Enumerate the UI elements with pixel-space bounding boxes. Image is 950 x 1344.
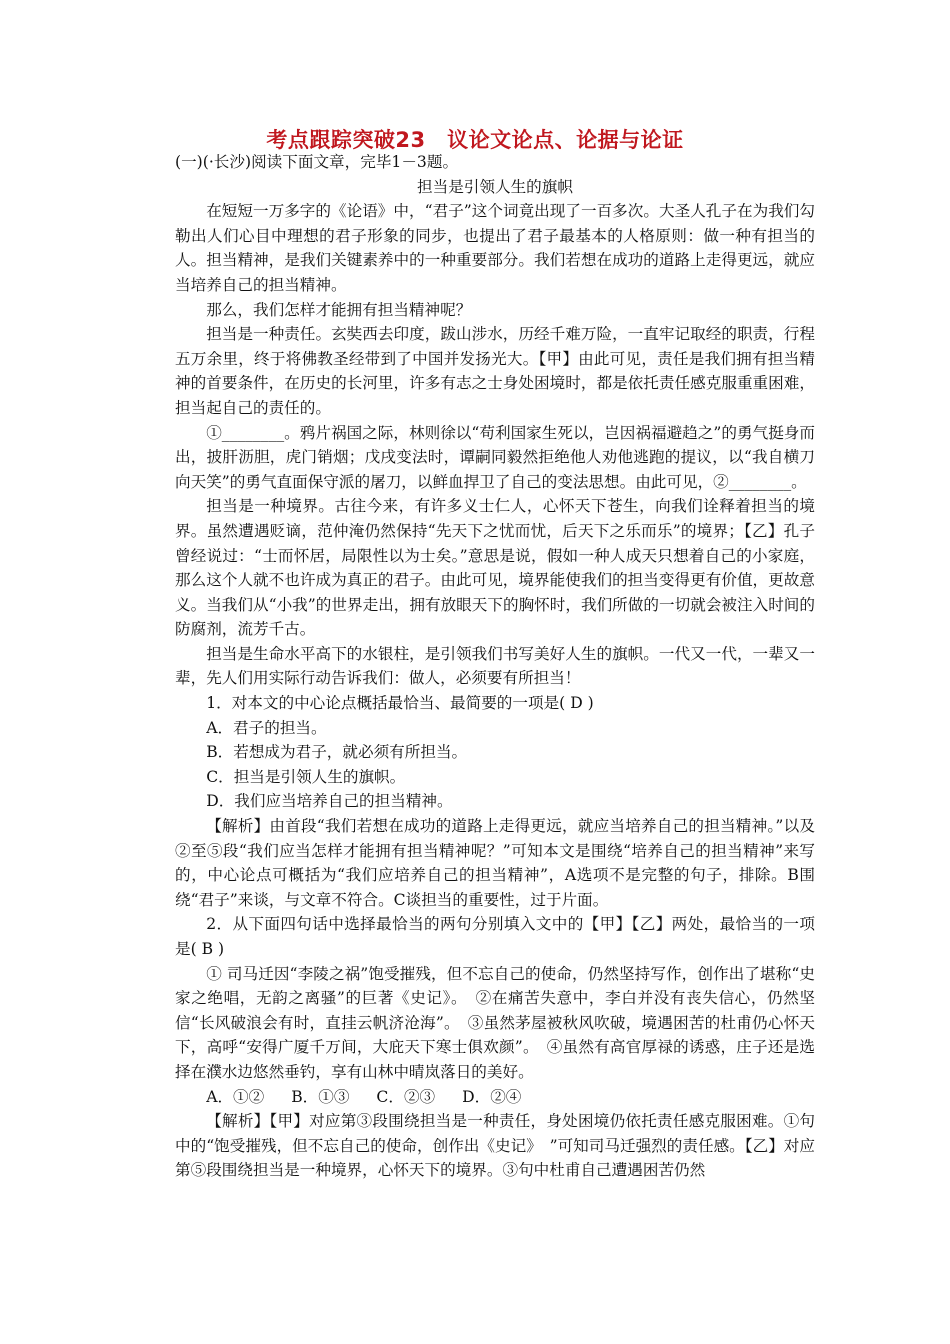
question-2-sentences: ① 司马迁因“李陵之祸”饱受摧残，但不忘自己的使命，仍然坚持写作，创作出了堪称“史家之绝唱，无韵之离骚”的巨著《史记》。 ②在痛苦失意中，李白并没有丧失信心，仍然坚信“长风破浪会有时，直挂云帆济沧海”。 ③虽然茅屋被秋风吹破，境遇困苦的杜甫仍心怀天下，高呼“安得广厦千万间，大庇天下寒士俱欢颜”。 ④虽然有高官厚禄的诱惑，庄子还是选择在濮水边悠然垂钓，享有山林中晴岚落日的美好。 [175, 964, 815, 1081]
question-1-option-d: D．我们应当培养自己的担当精神。 [206, 792, 453, 811]
paragraph: 担当是一种境界。古往今来，有许多义士仁人，心怀天下苍生，向我们诠释着担当的境界。虽然遭遇贬谪，范仲淹仍然保持“先天下之忧而忧，后天下之乐而乐”的境界；【乙】孔子曾经说过：“士而怀居，局限性以为士矣。”意思是说，假如一种人成天只想着自己的小家庭，那么这个人就不也许成为真正的君子。由此可见，境界能使我们的担当变得更有价值，更故意义。当我们从“小我”的世界走出，拥有放眼天下的胸怀时，我们所做的一切就会被注入时间的防腐剂，流芳千古。 [175, 497, 815, 639]
question-1-analysis: 【解析】由首段“我们若想在成功的道路上走得更远，就应当培养自己的担当精神。”以及②至⑤段“我们应当怎样才能拥有担当精神呢？”可知本文是围绕“培养自己的担当精神”来写的，中心论点可概括为“我们应培养自己的担当精神”，A选项不是完整的句子，排除。B围绕“君子”来谈，与文章不符合。C谈担当的重要性，过于片面。 [175, 817, 815, 909]
question-2-option-b: B．①③ [291, 1087, 350, 1106]
question-2-options [175, 1085, 815, 1110]
question-2-option-a: A．①② [206, 1087, 265, 1106]
article-title: 担当是引领人生的旗帜 [417, 177, 573, 196]
paragraph: 担当是一种责任。玄奘西去印度，跋山涉水，历经千难万险，一直牢记取经的职责，行程五万余里，终于将佛教圣经带到了中国并发扬光大。【甲】由此可见，责任是我们拥有担当精神的首要条件，在历史的长河里，许多有志之士身处困境时，都是依托责任感克服重重困难，担当起自己的责任的。 [175, 325, 815, 417]
paragraph: 那么，我们怎样才能拥有担当精神呢？ [206, 300, 472, 319]
question-2-option-d: D．②④ [462, 1087, 522, 1106]
question-1-stem: 1．对本文的中心论点概括最恰当、最简要的一项是( D ) [206, 694, 594, 713]
question-2-option-c: C．②③ [376, 1087, 436, 1106]
intro-line: (一)(·长沙)阅读下面文章，完毕1－3题。 [175, 153, 459, 171]
question-1-option-a: A．君子的担当。 [206, 718, 327, 737]
paragraph: ①________。鸦片祸国之际，林则徐以“苟利国家生死以，岂因祸福避趋之”的勇气挺身而出，披肝沥胆，虎门销烟；戊戌变法时，谭嗣同毅然拒绝他人劝他逃跑的提议，以“我自横刀向天笑”的勇气直面保守派的屠刀，以鲜血捍卫了自己的变法思想。由此可见，②________。 [175, 423, 815, 491]
question-2-stem: 2．从下面四句话中选择最恰当的两句分别填入文中的【甲】【乙】两处，最恰当的一项是( B ) [175, 915, 815, 958]
question-2-analysis: 【解析】【甲】对应第③段围绕担当是一种责任，身处困境仍依托责任感克服困难。①句中的“饱受摧残，但不忘自己的使命，创作出《史记》 ”可知司马迁强烈的责任感。【乙】对应第⑤段围绕担当是一种境界，心怀天下的境界。③句中杜甫自己遭遇困苦仍然 [175, 1112, 815, 1180]
question-1-option-b: B．若想成为君子，就必须有所担当。 [206, 743, 468, 762]
paragraph: 担当是生命水平高下的水银柱，是引领我们书写美好人生的旗帜。一代又一代，一辈又一辈，先人们用实际行动告诉我们：做人，必须要有所担当！ [175, 644, 815, 688]
paragraph: 在短短一万多字的《论语》中，“君子”这个词竟出现了一百多次。大圣人孔子在为我们勾勒出人们心目中理想的君子形象的同步，也提出了君子最基本的人格原则：做一种有担当的人。担当精神，是我们关键素养中的一种重要部分。我们若想在成功的道路上走得更远，就应当培养自己的担当精神。 [175, 202, 815, 294]
question-1-option-c: C．担当是引领人生的旗帜。 [206, 767, 406, 786]
page-title: 考点跟踪突破23 议论文论点、论据与论证 [266, 128, 684, 152]
document-body [175, 150, 815, 1183]
